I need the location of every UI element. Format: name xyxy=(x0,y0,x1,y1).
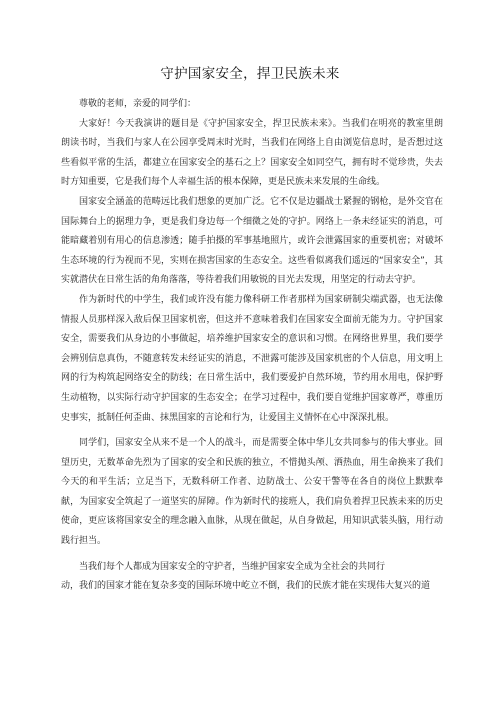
paragraph-5-line-1: 当我们每个人都成为国家安全的守护者，当维护国家安全成为全社会的共同行 xyxy=(79,561,386,572)
salutation: 尊敬的老师，亲爱的同学们： xyxy=(79,99,197,109)
paragraph-1: 大家好！今天我演讲的题目是《守护国家安全，捍卫民族未来》。当我们在明亮的教室里朗朗读书时，当我们与家人在公园享受周末时光时，当我们在网络上自由浏览信息时，是否想过这些看似平常的生活，都建立在国家安全的基石之上？国家安全如同空气，拥有时不觉珍贵，失去时方知重要，它是我们每个人幸福生活的根本保障，更是民族未来发展的生命线。 xyxy=(61,118,443,188)
paragraph-5-line-2: 动，我们的国家才能在复杂多变的国际环境中屹立不倒，我们的民族才能在实现伟大复兴的道 xyxy=(61,581,431,592)
document-title: 守护国家安全，捍卫民族未来 xyxy=(160,66,340,82)
paragraph-4: 同学们，国家安全从来不是一个人的战斗，而是需要全体中华儿女共同参与的伟大事业。回望历史，无数革命先烈为了国家的安全和民族的独立，不惜抛头颅、洒热血，用生命换来了我们今天的和平生活；立足当下，无数科研工作者、边防战士、公安干警等在各自的岗位上默默奉献，为国家安全筑起了一道坚实的屏障。作为新时代的接班人，我们肩负着捍卫民族未来的历史使命，更应该将国家安全的理念融入血脉，从现在做起，从自身做起，用知识武装头脑，用行动践行担当。 xyxy=(61,438,443,547)
document-body xyxy=(61,95,443,597)
paragraph-3: 作为新时代的中学生，我们或许没有能力像科研工作者那样为国家研制尖端武器，也无法像情报人员那样深入敌后保卫国家机密，但这并不意味着我们在国家安全面前无能为力。守护国家安全，需要我们从身边的小事做起，培养维护国家安全的意识和习惯。在网络世界里，我们要学会辨别信息真伪，不随意转发未经证实的消息，不泄露可能涉及国家机密的个人信息，用文明上网的行为构筑起网络安全的防线；在日常生活中，我们要爱护自然环境，节约用水用电，保护野生动植物，以实际行动守护国家的生态安全；在学习过程中，我们要自觉维护国家尊严，尊重历史事实，抵制任何歪曲、抹黑国家的言论和行为，让爱国主义情怀在心中深深扎根。 xyxy=(61,294,443,423)
paragraph-2: 国家安全涵盖的范畴远比我们想象的更加广泛。它不仅是边疆战士紧握的钢枪，是外交官在国际舞台上的据理力争，更是我们身边每一个细微之处的守护。网络上一条未经证实的消息，可能暗藏着别有用心的信息渗透；随手拍摄的军事基地照片，或许会泄露国家的重要机密；对破坏生态环境的行为视而不见，实则在损害国家的生态安全。这些看似离我们遥远的“国家安全”，其实就潜伏在日常生活的角角落落，等待着我们用敏锐的目光去发现，用坚定的行动去守护。 xyxy=(61,196,443,286)
